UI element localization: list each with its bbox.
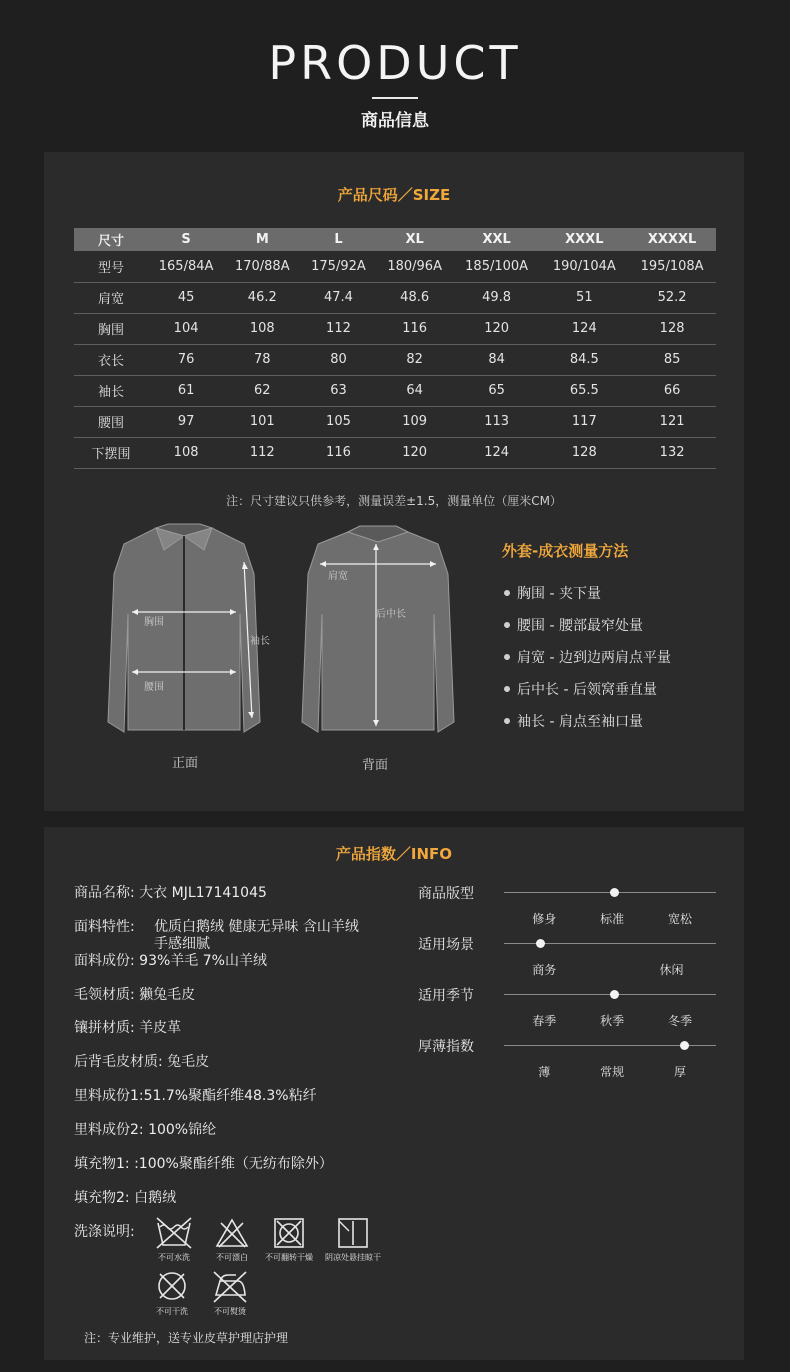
info-name: 商品名称: 大衣 MJL17141045	[74, 885, 267, 901]
size-panel	[44, 152, 744, 811]
size-cell: 型号	[74, 251, 148, 282]
size-table-header	[74, 228, 716, 251]
scale-label: 厚薄指数	[418, 1039, 474, 1055]
size-cell: 肩宽	[74, 282, 148, 313]
list-item	[504, 609, 671, 641]
care-no-iron	[206, 1269, 254, 1317]
size-table	[74, 228, 716, 469]
size-cell: 112	[300, 313, 376, 344]
scale-indicator	[536, 939, 545, 948]
scale-option: 修身	[532, 912, 557, 926]
method-text: 袖长 - 肩点至袖口量	[517, 714, 643, 730]
size-cell: 105	[300, 406, 376, 437]
info-feature-value1: 优质白鹅绒 健康无异味 含山羊绒	[154, 919, 359, 935]
size-header-cell: XXXXL	[628, 228, 716, 251]
back-shoulder-label: 肩宽	[328, 571, 348, 582]
scale-option: 常规	[600, 1065, 625, 1079]
care-no-wash-caption: 不可水洗	[158, 1253, 190, 1262]
scale-option: 厚	[673, 1065, 686, 1079]
care-hang-dry	[320, 1217, 386, 1263]
no-tumble-dry-icon	[273, 1217, 305, 1249]
title-rule	[372, 97, 418, 99]
hang-dry-shade-icon	[337, 1217, 369, 1249]
care-no-tumble-caption: 不可翻转干燥	[265, 1253, 313, 1262]
size-cell: 175/92A	[300, 251, 376, 282]
info-filling1: 填充物1: :100%聚酯纤维（无纺布除外）	[74, 1156, 333, 1172]
list-item	[504, 577, 671, 609]
method-title: 外套-成衣测量方法	[502, 542, 629, 560]
size-cell: 165/84A	[148, 251, 224, 282]
scale-option: 冬季	[667, 1014, 692, 1028]
bullet-icon	[504, 718, 510, 724]
bullet-icon	[504, 654, 510, 660]
size-cell: 170/88A	[224, 251, 300, 282]
size-cell: 185/100A	[453, 251, 541, 282]
bullet-icon	[504, 622, 510, 628]
size-cell: 116	[377, 313, 453, 344]
size-cell: 195/108A	[628, 251, 716, 282]
size-cell: 61	[148, 375, 224, 406]
scale-option: 春季	[532, 1014, 557, 1028]
size-cell: 180/96A	[377, 251, 453, 282]
size-cell: 66	[628, 375, 716, 406]
size-table-body	[74, 251, 716, 468]
care-no-bleach-caption: 不可漂白	[216, 1253, 248, 1262]
table-row	[74, 313, 716, 344]
care-no-tumble	[262, 1217, 316, 1263]
scale-indicator	[610, 990, 619, 999]
back-jacket-diagram	[298, 522, 458, 742]
scale-option: 标准	[600, 912, 625, 926]
info-feature-key: 面料特性:	[74, 919, 135, 935]
size-cell: 49.8	[453, 282, 541, 313]
size-cell: 120	[453, 313, 541, 344]
front-waist-label: 腰围	[144, 682, 164, 693]
info-lining2: 里料成份2: 100%锦纶	[74, 1122, 217, 1138]
size-note: 注：尺寸建议只供参考，测量误差±1.5，测量单位（厘米CM）	[226, 494, 562, 508]
info-filling2: 填充物2: 白鹅绒	[74, 1190, 177, 1206]
front-jacket-diagram	[104, 522, 264, 742]
size-cell: 84	[453, 344, 541, 375]
size-cell: 袖长	[74, 375, 148, 406]
table-row	[74, 437, 716, 468]
scale-label: 适用场景	[418, 937, 474, 953]
size-header-cell: M	[224, 228, 300, 251]
scale-option: 宽松	[667, 912, 692, 926]
page-title: PRODUCT	[268, 36, 522, 90]
scale-label: 适用季节	[418, 988, 474, 1004]
size-cell: 82	[377, 344, 453, 375]
size-cell: 120	[377, 437, 453, 468]
no-bleach-icon	[215, 1217, 249, 1249]
size-cell: 46.2	[224, 282, 300, 313]
size-cell: 190/104A	[540, 251, 628, 282]
info-feature	[74, 919, 359, 952]
table-row	[74, 406, 716, 437]
size-section-title: 产品尺码／SIZE	[337, 186, 451, 204]
size-cell: 52.2	[628, 282, 716, 313]
size-cell: 117	[540, 406, 628, 437]
front-chest-label: 胸围	[144, 617, 164, 628]
size-header-cell: XL	[377, 228, 453, 251]
size-cell: 116	[300, 437, 376, 468]
size-cell: 51	[540, 282, 628, 313]
info-panel	[44, 827, 744, 1360]
scale-option: 商务	[532, 963, 557, 977]
method-text: 胸围 - 夹下量	[517, 586, 601, 602]
care-no-iron-caption: 不可熨烫	[214, 1307, 246, 1316]
no-wash-icon	[154, 1215, 194, 1249]
info-wash: 洗涤说明:	[74, 1224, 135, 1240]
method-text: 后中长 - 后领窝垂直量	[517, 682, 657, 698]
size-cell: 108	[224, 313, 300, 344]
back-caption: 背面	[362, 758, 389, 773]
size-cell: 128	[540, 437, 628, 468]
info-section-title: 产品指数／INFO	[335, 845, 453, 863]
size-cell: 65	[453, 375, 541, 406]
scale-indicator	[680, 1041, 689, 1050]
front-caption: 正面	[172, 756, 199, 771]
list-item	[504, 705, 671, 737]
table-row	[74, 251, 716, 282]
front-sleeve-label: 袖长	[250, 636, 270, 647]
table-row	[74, 282, 716, 313]
page-header	[0, 0, 790, 150]
page-subtitle: 商品信息	[361, 111, 429, 131]
size-cell: 104	[148, 313, 224, 344]
care-no-dryclean	[150, 1269, 194, 1317]
method-text: 腰围 - 腰部最窄处量	[517, 618, 643, 634]
list-item	[504, 673, 671, 705]
size-cell: 85	[628, 344, 716, 375]
size-cell: 47.4	[300, 282, 376, 313]
info-feature-value2: 手感细腻	[154, 936, 210, 952]
care-no-wash	[152, 1215, 196, 1263]
scale-label: 商品版型	[418, 886, 474, 902]
size-header-cell: S	[148, 228, 224, 251]
size-cell: 80	[300, 344, 376, 375]
care-note: 注：专业维护，送专业皮草护理店护理	[84, 1331, 289, 1345]
size-cell: 衣长	[74, 344, 148, 375]
scale-option: 秋季	[600, 1014, 625, 1028]
size-cell: 62	[224, 375, 300, 406]
info-back-fur: 后背毛皮材质: 兔毛皮	[74, 1054, 210, 1070]
size-cell: 下摆围	[74, 437, 148, 468]
size-cell: 109	[377, 406, 453, 437]
table-row	[74, 375, 716, 406]
info-trim: 镶拼材质: 羊皮革	[74, 1020, 182, 1036]
size-cell: 124	[540, 313, 628, 344]
size-cell: 腰围	[74, 406, 148, 437]
size-header-cell: 尺寸	[74, 228, 148, 251]
info-composition: 面料成份: 93%羊毛 7%山羊绒	[74, 953, 267, 969]
size-cell: 113	[453, 406, 541, 437]
size-cell: 45	[148, 282, 224, 313]
scale-option: 休闲	[659, 963, 684, 977]
size-cell: 121	[628, 406, 716, 437]
no-dry-clean-icon	[155, 1269, 189, 1303]
bullet-icon	[504, 686, 510, 692]
size-cell: 76	[148, 344, 224, 375]
scale-indicator	[610, 888, 619, 897]
size-cell: 112	[224, 437, 300, 468]
size-cell: 124	[453, 437, 541, 468]
size-header-cell: XXXL	[540, 228, 628, 251]
size-cell: 128	[628, 313, 716, 344]
size-cell: 132	[628, 437, 716, 468]
table-row	[74, 344, 716, 375]
care-hang-dry-caption: 阴凉处悬挂晾干	[325, 1253, 381, 1262]
list-item	[504, 641, 671, 673]
back-length-label: 后中长	[376, 609, 406, 620]
size-cell: 101	[224, 406, 300, 437]
size-header-cell: L	[300, 228, 376, 251]
size-cell: 64	[377, 375, 453, 406]
method-text: 肩宽 - 边到边两肩点平量	[517, 650, 671, 666]
size-cell: 108	[148, 437, 224, 468]
size-header-cell: XXL	[453, 228, 541, 251]
size-cell: 胸围	[74, 313, 148, 344]
size-cell: 48.6	[377, 282, 453, 313]
size-cell: 65.5	[540, 375, 628, 406]
size-cell: 84.5	[540, 344, 628, 375]
care-no-bleach	[210, 1217, 254, 1263]
no-iron-icon	[210, 1269, 250, 1303]
method-list	[504, 577, 671, 737]
info-lining1: 里料成份1:51.7%聚酯纤维48.3%粘纤	[74, 1088, 317, 1104]
bullet-icon	[504, 590, 510, 596]
size-cell: 78	[224, 344, 300, 375]
scale-option: 薄	[538, 1065, 551, 1079]
size-cell: 63	[300, 375, 376, 406]
care-no-dryclean-caption: 不可干洗	[156, 1307, 188, 1316]
size-cell: 97	[148, 406, 224, 437]
info-collar: 毛领材质: 獭兔毛皮	[74, 987, 196, 1003]
